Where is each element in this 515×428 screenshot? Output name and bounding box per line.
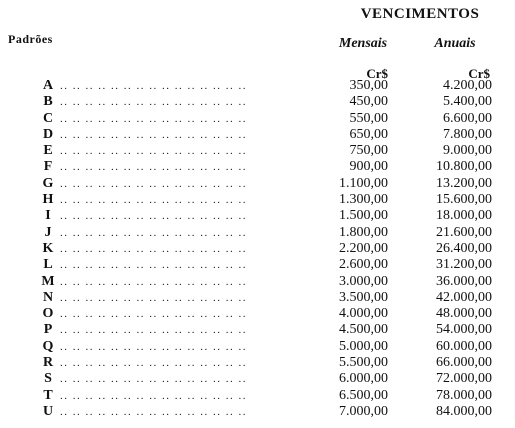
table-row — [0, 388, 515, 404]
anual-value: 78.000,00 — [436, 387, 492, 403]
dot-leader: .. .. .. .. .. .. .. .. .. .. .. .. .. .. .. — [60, 324, 247, 337]
table-row — [0, 355, 515, 371]
mensal-value: 5.000,00 — [339, 338, 388, 354]
anual-value: 5.400,00 — [443, 94, 492, 110]
dot-leader: .. .. .. .. .. .. .. .. .. .. .. .. .. .. .. — [60, 340, 247, 353]
table-row — [0, 143, 515, 159]
dot-leader: .. .. .. .. .. .. .. .. .. .. .. .. .. .. .. — [60, 194, 247, 207]
mensal-value: 2.200,00 — [339, 240, 388, 256]
anual-value: 66.000,00 — [436, 355, 492, 371]
table-row — [0, 290, 515, 306]
dot-leader: .. .. .. .. .. .. .. .. .. .. .. .. .. .. .. — [60, 405, 247, 418]
table-row — [0, 306, 515, 322]
mensal-value: 5.500,00 — [339, 355, 388, 371]
table-row — [0, 371, 515, 387]
mensal-value: 4.500,00 — [339, 322, 388, 338]
padrao-letter: I — [45, 208, 51, 224]
padrao-letter: E — [43, 143, 53, 159]
table-row — [0, 225, 515, 241]
anual-value: 42.000,00 — [436, 289, 492, 305]
padrao-letter: O — [42, 306, 54, 322]
padrao-letter: P — [43, 322, 53, 338]
mensal-value: 1.100,00 — [339, 175, 388, 191]
padrao-letter: T — [43, 387, 53, 403]
dot-leader: .. .. .. .. .. .. .. .. .. .. .. .. .. .. .. — [60, 389, 247, 402]
mensal-value: 1.300,00 — [339, 192, 388, 208]
padrao-letter: N — [42, 289, 54, 305]
padrao-letter: J — [44, 224, 52, 240]
mensal-value: 7.000,00 — [339, 403, 388, 419]
table-row — [0, 159, 515, 175]
dot-leader: .. .. .. .. .. .. .. .. .. .. .. .. .. .. .. — [60, 161, 247, 174]
padrao-letter: U — [42, 403, 54, 419]
anual-value: 21.600,00 — [436, 224, 492, 240]
dot-leader: .. .. .. .. .. .. .. .. .. .. .. .. .. .. .. — [60, 177, 247, 190]
anual-value: 6.600,00 — [443, 110, 492, 126]
dot-leader: .. .. .. .. .. .. .. .. .. .. .. .. .. .. .. — [60, 80, 247, 92]
mensal-value: 550,00 — [349, 110, 388, 126]
dot-leader: .. .. .. .. .. .. .. .. .. .. .. .. .. .. .. — [60, 259, 247, 272]
table-row — [0, 176, 515, 192]
anual-value: 4.200,00 — [443, 78, 492, 93]
anual-value: 60.000,00 — [436, 338, 492, 354]
anual-value: 10.800,00 — [436, 159, 492, 175]
dot-leader: .. .. .. .. .. .. .. .. .. .. .. .. .. .. .. — [60, 357, 247, 370]
dot-leader: .. .. .. .. .. .. .. .. .. .. .. .. .. .. .. — [60, 373, 247, 386]
dot-leader: .. .. .. .. .. .. .. .. .. .. .. .. .. .. .. — [60, 275, 247, 288]
table-row — [0, 322, 515, 338]
dot-leader: .. .. .. .. .. .. .. .. .. .. .. .. .. .. .. — [60, 226, 247, 239]
table-row — [0, 339, 515, 355]
salary-table — [0, 78, 515, 420]
anual-value: 36.000,00 — [436, 273, 492, 289]
dot-leader: .. .. .. .. .. .. .. .. .. .. .. .. .. .. .. — [60, 308, 247, 321]
dot-leader: .. .. .. .. .. .. .. .. .. .. .. .. .. .. .. — [60, 210, 247, 223]
mensal-value: 450,00 — [349, 94, 388, 110]
padrao-letter: S — [44, 371, 52, 387]
anuais-currency: Cr$ — [468, 66, 490, 81]
anuais-heading: Anuais — [434, 36, 476, 51]
anual-value: 9.000,00 — [443, 143, 492, 159]
padrao-letter: A — [42, 78, 54, 93]
dot-leader: .. .. .. .. .. .. .. .. .. .. .. .. .. .. .. — [60, 112, 247, 125]
table-row — [0, 241, 515, 257]
padrao-letter: F — [43, 159, 53, 175]
anual-value: 54.000,00 — [436, 322, 492, 338]
table-row — [0, 192, 515, 208]
padroes-heading: Padrões — [8, 32, 53, 46]
table-row — [0, 94, 515, 110]
mensais-heading: Mensais — [338, 36, 388, 51]
mensal-value: 3.000,00 — [339, 273, 388, 289]
anual-value: 72.000,00 — [436, 371, 492, 387]
anual-value: 84.000,00 — [436, 403, 492, 419]
mensal-value: 1.800,00 — [339, 224, 388, 240]
table-row — [0, 274, 515, 290]
mensal-value: 650,00 — [349, 126, 388, 142]
table-row — [0, 111, 515, 127]
mensal-value: 3.500,00 — [339, 289, 388, 305]
padrao-letter: G — [42, 175, 54, 191]
mensal-value: 750,00 — [349, 143, 388, 159]
dot-leader: .. .. .. .. .. .. .. .. .. .. .. .. .. .. .. — [60, 145, 247, 158]
mensal-value: 900,00 — [349, 159, 388, 175]
anual-value: 31.200,00 — [436, 257, 492, 273]
vencimentos-title: VENCIMENTOS — [360, 6, 480, 22]
table-row — [0, 208, 515, 224]
anual-value: 13.200,00 — [436, 175, 492, 191]
padrao-letter: K — [42, 240, 54, 256]
mensal-value: 2.600,00 — [339, 257, 388, 273]
mensal-value: 4.000,00 — [339, 306, 388, 322]
anual-value: 18.000,00 — [436, 208, 492, 224]
padrao-letter: M — [41, 273, 55, 289]
mensal-value: 6.000,00 — [339, 371, 388, 387]
table-row — [0, 257, 515, 273]
mensal-value: 1.500,00 — [339, 208, 388, 224]
padrao-letter: L — [43, 257, 53, 273]
padrao-letter: Q — [42, 338, 54, 354]
anual-value: 7.800,00 — [443, 126, 492, 142]
dot-leader: .. .. .. .. .. .. .. .. .. .. .. .. .. .. .. — [60, 128, 247, 141]
anual-value: 15.600,00 — [436, 192, 492, 208]
table-row — [0, 127, 515, 143]
anual-value: 26.400,00 — [436, 240, 492, 256]
padrao-letter: B — [43, 94, 53, 110]
dot-leader: .. .. .. .. .. .. .. .. .. .. .. .. .. .. .. — [60, 96, 247, 109]
mensais-currency: Cr$ — [366, 66, 388, 81]
table-row — [0, 404, 515, 420]
dot-leader: .. .. .. .. .. .. .. .. .. .. .. .. .. .. .. — [60, 242, 247, 255]
padrao-letter: R — [42, 355, 54, 371]
dot-leader: .. .. .. .. .. .. .. .. .. .. .. .. .. .. .. — [60, 291, 247, 304]
table-row — [0, 78, 515, 94]
anual-value: 48.000,00 — [436, 306, 492, 322]
padrao-letter: H — [42, 192, 54, 208]
mensal-value: 6.500,00 — [339, 387, 388, 403]
mensal-value: 350,00 — [349, 78, 388, 93]
padrao-letter: D — [42, 126, 54, 142]
padrao-letter: C — [42, 110, 54, 126]
